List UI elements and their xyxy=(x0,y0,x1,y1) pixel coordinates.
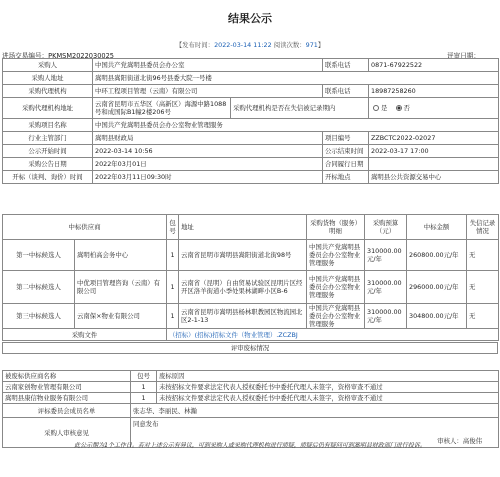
industry-value: 嵩明县财政局 xyxy=(93,132,323,145)
publish-meta xyxy=(0,40,500,49)
failed-supplier-name: 嵩明县康信物业服务有限公司 xyxy=(3,393,131,404)
files-label: 采购文件 xyxy=(3,329,167,341)
views-label: 阅读次数： xyxy=(273,41,306,49)
item-detail: 中国共产党嵩明县委员会办公室物业管理服务 xyxy=(307,271,365,304)
header-budget: 采购预算（元） xyxy=(365,215,407,240)
notice-date-label: 采购公告日期 xyxy=(3,158,93,171)
package-no: 1 xyxy=(167,271,179,304)
open-place: 嵩明县公共资源交易中心 xyxy=(369,171,499,184)
discredit-label: 采购代理机构是否在失信被记录期内 xyxy=(231,98,369,119)
budget-value: 310000.00元/年 xyxy=(365,271,407,304)
bid-amount: 304800.00元/年 xyxy=(407,304,467,329)
agency-phone: 18987258260 xyxy=(369,85,499,98)
table-row xyxy=(3,304,499,329)
publish-time: 2022-03-14 11:22 xyxy=(214,41,272,49)
agency-label: 采购代理机构 xyxy=(3,85,93,98)
committee-members: 张志华、李丽民、林瀚 xyxy=(131,404,499,418)
item-detail: 中国共产党嵩明县委员会办公室物业管理服务 xyxy=(307,304,365,329)
agency-phone-label: 联系电话 xyxy=(323,85,369,98)
rank-label: 第一中标候选人 xyxy=(3,240,75,271)
opinion-label: 采购人审核意见 xyxy=(3,418,131,448)
item-detail: 中国共产党嵩明县委员会办公室物业管理服务 xyxy=(307,240,365,271)
table-row xyxy=(3,393,499,404)
supplier-name: 云南保×物业有限公司 xyxy=(75,304,167,329)
discredit-radio-group xyxy=(369,98,499,119)
committee-label: 评标委员会成员名单 xyxy=(3,404,131,418)
open-place-label: 开标地点 xyxy=(323,171,369,184)
supplier-address: 云南省（昆明）自由贸易试验区昆明片区经开区洛羊街道小季处果林湖畔小区B-6 xyxy=(179,271,307,304)
failed-bids-table xyxy=(2,370,499,448)
failed-bids-section-header xyxy=(2,342,498,354)
project-name-label: 采购项目名称 xyxy=(3,119,93,132)
industry-label: 行业主管部门 xyxy=(3,132,93,145)
start-label: 公示开始时间 xyxy=(3,145,93,158)
bid-amount: 296000.00元/年 xyxy=(407,271,467,304)
views-count: 971 xyxy=(305,41,318,49)
supplier-name: 嵩明柏高会务中心 xyxy=(75,240,167,271)
failed-section-title: 评审废标情况 xyxy=(3,343,498,354)
failed-supplier-name: 云南家创物业管理有限公司 xyxy=(3,382,131,393)
failed-package-no: 1 xyxy=(131,382,157,393)
tender-file-link[interactable]: （招标）(招标)招标文件（物业管理）.ZCZBJ xyxy=(167,329,499,341)
purchaser-addr-label: 采购人地址 xyxy=(3,72,93,85)
purchaser-label: 采购人 xyxy=(3,59,93,72)
contract-date xyxy=(369,158,499,171)
failed-header-name: 被废标供应商名称 xyxy=(3,371,131,382)
agency-value: 中环工程项目管理（云南）有限公司 xyxy=(93,85,323,98)
page-title: 结果公示 xyxy=(228,12,272,25)
purchaser-addr: 嵩明县嵩阳街道北街96号县委大院一号楼 xyxy=(93,72,499,85)
header-supplier: 中标供应商 xyxy=(3,215,167,240)
purchaser-phone: 0871-67922522 xyxy=(369,59,499,72)
agency-addr-label: 采购代理机构地址 xyxy=(3,98,93,119)
budget-value: 310000.00元/年 xyxy=(365,240,407,271)
failed-header-package: 包号 xyxy=(131,371,157,382)
radio-yes[interactable] xyxy=(373,105,379,111)
header-package: 包号 xyxy=(167,215,179,240)
project-no-label: 项目编号 xyxy=(323,132,369,145)
credit-status: 无 xyxy=(467,304,499,329)
info-table xyxy=(2,58,499,184)
header-address: 地址 xyxy=(179,215,307,240)
start-value: 2022-03-14 10:56 xyxy=(93,145,323,158)
header-items: 采购货物（服务）明细 xyxy=(307,215,365,240)
table-row xyxy=(3,240,499,271)
credit-status: 无 xyxy=(467,271,499,304)
purchaser-phone-label: 联系电话 xyxy=(323,59,369,72)
header-credit: 失信记录情况 xyxy=(467,215,499,240)
end-label: 公示结束时间 xyxy=(323,145,369,158)
package-no: 1 xyxy=(167,304,179,329)
budget-value: 310000.00元/年 xyxy=(365,304,407,329)
signer-label: 审核人： xyxy=(437,437,463,445)
credit-status: 无 xyxy=(467,240,499,271)
contract-date-label: 合同履行日期 xyxy=(323,158,369,171)
rank-label: 第二中标候选人 xyxy=(3,271,75,304)
review-date-label: 评审日期： xyxy=(447,52,480,60)
package-no: 1 xyxy=(167,240,179,271)
failed-reason: 未按招标文件要求法定代表人授权委托书中委托代理人未签字，资格审查不通过 xyxy=(157,393,499,404)
meta-suffix: 】 xyxy=(317,41,325,49)
radio-no-label: 否 xyxy=(403,104,410,112)
project-no-value: ZZBCTC2022-02027 xyxy=(369,132,499,145)
supplier-name: 中优项目管理咨询（云南）有限公司 xyxy=(75,271,167,304)
agency-addr: 云南省昆明市五华区（高新区）海源中路1088号和成国际B1幢2楼206号 xyxy=(93,98,231,119)
bid-amount: 260800.00元/年 xyxy=(407,240,467,271)
end-value: 2022-03-17 17:00 xyxy=(369,145,499,158)
purchaser-value: 中国共产党嵩明县委员会办公室 xyxy=(93,59,323,72)
failed-reason: 未按招标文件要求法定代表人授权委托书中委托代理人未签字，资格审查不通过 xyxy=(157,382,499,393)
open-time: 2022年03月11日09:30时 xyxy=(93,171,323,184)
supplier-address: 云南省昆明市嵩明县杨林职教园区物流园北区2-1-13 xyxy=(179,304,307,329)
supplier-address: 云南省昆明市嵩明县嵩阳街道北街98号 xyxy=(179,240,307,271)
rank-label: 第三中标候选人 xyxy=(3,304,75,329)
table-row xyxy=(3,271,499,304)
footer-note: 此公示期为1个工作日。若对上述公示有异议，可到采购人或采购代理机构进行质疑，质疑后仍有疑问可到嵩明县财政部门进行投诉。 xyxy=(74,442,426,449)
table-row xyxy=(3,382,499,393)
trade-number: 进场交易编号：PKMSM2022030025 xyxy=(2,52,114,60)
failed-header-reason: 废标原因 xyxy=(157,371,499,382)
notice-date: 2022年03月01日 xyxy=(93,158,323,171)
signer-name: 高俊伟 xyxy=(462,437,482,445)
radio-yes-label: 是 xyxy=(381,104,388,112)
project-name: 中国共产党嵩明县委员会办公室物业管理服务 xyxy=(93,119,499,132)
failed-package-no: 1 xyxy=(131,393,157,404)
radio-no[interactable] xyxy=(396,105,402,111)
winning-bidders-table xyxy=(2,214,499,341)
open-time-label: 开标（谈判、询价）时间 xyxy=(3,171,93,184)
publish-label: 【发布时间： xyxy=(175,41,215,49)
opinion-value: 同意发布 xyxy=(133,420,159,428)
header-amount: 中标金额 xyxy=(407,215,467,240)
